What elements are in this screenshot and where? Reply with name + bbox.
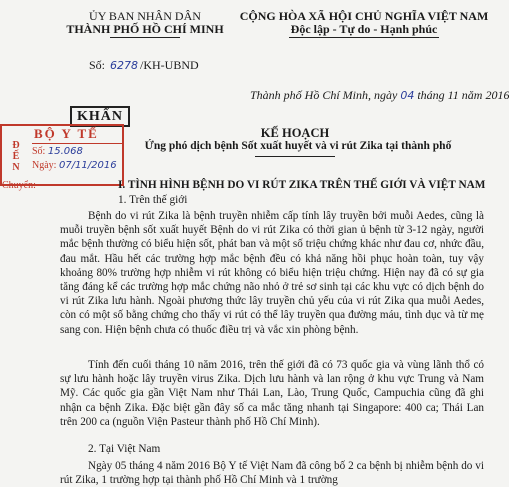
paragraph-vietnam-situation: Ngày 05 tháng 4 năm 2016 Bộ Y tế Việt Nam đã công bố 2 ca bệnh bị nhiễm bệnh do vi rút Zika, 1 trường hợp tại thành phố Hồ Chí Minh và 1 trường: [60, 460, 484, 487]
received-stamp-org: BỘ Y TẾ: [34, 126, 99, 141]
national-header: [228, 10, 500, 38]
received-stamp-forward: Chuyển:: [2, 180, 36, 191]
date-day: 04: [400, 89, 415, 102]
paragraph-zika-overview: Bệnh do vi rút Zika là bệnh truyền nhiễm cấp tính lây truyền bởi muỗi Aedes, cũng là muỗi truyền bệnh sốt xuất huyết Bệnh do vi rút Zika có thời gian ủ bệnh từ 3-12 ngày, người mắc bệnh thường có biểu hiện sốt, phát ban và một số triệu chứng khác như đau cơ, nhức đầu, đau mắt. Hầu hết các trường hợp mắc bệnh đều có khả năng hồi phục hoàn toàn, tuy vậy khoảng 80% trường hợp nhiễm vi rút không có biểu hiện triệu chứng. Hiện nay đã có sự gia tăng đáng kể các trường hợp mắc chứng não nhỏ ở trẻ sơ sinh tại các khu vực có dịch bệnh do vi rút Zika lưu hành. Ngoài phương thức lây truyền chủ yếu của vi rút Zika qua muỗi Aedes, còn có một số bằng chứng cho thấy vi rút có thể lây truyền qua đường máu, tình dục và từ mẹ sang con. Hiện bệnh chưa có thuốc điều trị và vắc xin phòng bệnh.: [60, 210, 484, 336]
document-number: [89, 58, 199, 73]
issuing-authority: [60, 10, 230, 38]
received-date-value: 07/11/2016: [58, 160, 117, 171]
authority-underline: [110, 37, 180, 38]
authority-line-1: ỦY BAN NHÂN DÂN: [89, 9, 201, 23]
authority-line-2: THÀNH PHỐ HỒ CHÍ MINH: [66, 22, 224, 36]
received-date-label: Ngày:: [32, 160, 57, 171]
den-letter-2: Ế: [12, 151, 20, 162]
received-number-value: 15.068: [47, 146, 83, 157]
nation-title: CỘNG HÒA XÃ HỘI CHỦ NGHĨA VIỆT NAM: [239, 9, 489, 23]
subsection-vietnam: 2. Tại Việt Nam: [88, 443, 161, 455]
doc-number-label: Số:: [89, 58, 106, 72]
received-stamp-date: [32, 160, 117, 171]
section-1-heading: I. TÌNH HÌNH BỆNH DO VI RÚT ZIKA TRÊN THẾ GIỚI VÀ VIỆT NAM: [118, 179, 486, 191]
document-subtitle: Ứng phó dịch bệnh Sốt xuất huyết và vi rút Zika tại thành phố: [144, 140, 452, 152]
received-stamp-den: [2, 140, 30, 173]
den-letter-1: Đ: [12, 140, 20, 151]
subsection-world: 1. Trên thế giới: [118, 194, 188, 206]
paragraph-world-situation: Tính đến cuối tháng 10 năm 2016, trên thế giới đã có 73 quốc gia và vùng lãnh thổ có sự lưu hành hoặc lây truyền virus Zika. Dịch lưu hành và lan rộng ở khu vực Trung và Nam Mỹ. Các quốc gia gần Việt Nam như Thái Lan, Lào, Trung Quốc, Campuchia cũng đã ghi nhận ca bệnh Zika. Đặc biệt gần đây số ca mắc tăng nhanh tại Singapore: 400 ca; Thái Lan trên 200 ca (nguồn Viện Pasteur thành phố Hồ Chí Minh).: [60, 359, 484, 428]
motto-underline: [289, 37, 439, 38]
doc-number-suffix: /KH-UBND: [140, 58, 199, 72]
document-title: KẾ HOẠCH: [260, 126, 330, 140]
den-letter-3: N: [12, 162, 20, 173]
date-prefix: Thành phố Hồ Chí Minh, ngày: [250, 88, 398, 102]
title-underline: [255, 156, 335, 157]
received-number-label: Số:: [32, 146, 46, 157]
doc-number-value: 6278: [110, 59, 139, 72]
date-month-year: tháng 11 năm 2016: [417, 88, 509, 102]
national-motto: Độc lập - Tự do - Hạnh phúc: [290, 22, 438, 36]
received-stamp: [0, 124, 124, 186]
received-stamp-number: [32, 146, 83, 157]
urgent-stamp: KHẨN: [70, 106, 130, 127]
place-and-date: [250, 88, 509, 103]
